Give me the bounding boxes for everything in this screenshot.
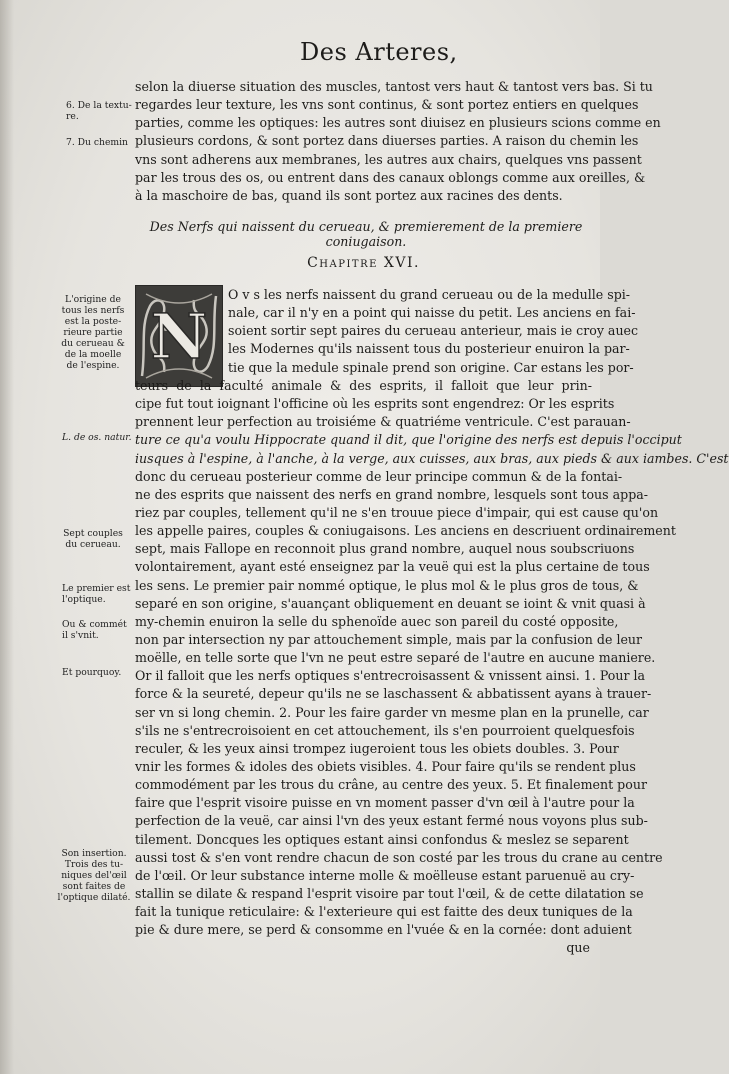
text-line: à la maschoire de bas, quand ils sont portez aux racines des dents. (135, 187, 563, 203)
text-line: prennent leur perfection au troisiéme & quatriéme ventricule. C'est parauan- (135, 414, 631, 430)
text-line: parties, comme les optiques: les autres sont diuisez en plusieurs scions comme en (135, 115, 661, 131)
text-line: donc du cerueau posterieur comme de leur principe commun & de la fontai- (135, 468, 623, 484)
chapter-heading-text: Chapitre XVI. (307, 255, 420, 271)
text-line: les sens. Le premier pair nommé optique, le plus mol & le plus gros de tous, & (135, 577, 639, 593)
margin-note-line: 6. De la textu- (66, 100, 132, 111)
text-line: s'ils ne s'entrecroisoient en cet attouchement, ils s'en pourroient quelquesfois (135, 722, 635, 738)
margin-note-insertion (56, 848, 132, 903)
text-line: ne des esprits que naissent des nerfs en grand nombre, lesquels sont tous appa- (135, 486, 649, 502)
margin-note-line: rieure partie (63, 327, 123, 338)
margin-note-line: du cerueau. (65, 539, 121, 550)
text-line: teurs de la faculté animale & des esprits, il falloit que leur prin- (135, 378, 592, 393)
top-paragraph (135, 78, 661, 205)
text-line: force & la seureté, depeur qu'ils ne se laschassent & abbatissent ayans à trauer- (135, 686, 652, 702)
decorated-initial-ornament-icon (136, 286, 222, 386)
decorated-initial (135, 285, 223, 387)
text-line: volontairement, ayant esté enseignez par la veuë qui est la plus certaine de tous (135, 559, 650, 575)
text-line: pie & dure mere, se perd & consomme en l'vuée & en la cornée: dont aduient (135, 922, 632, 938)
margin-note-line: de l'espine. (66, 360, 120, 371)
margin-note-reference (62, 432, 132, 443)
text-line: reculer, & les yeux ainsi trompez iugeroient tous les obiets doubles. 3. Pour (135, 740, 619, 756)
text-line: soient sortir sept paires du cerueau anterieur, mais ie croy auec (228, 323, 639, 339)
text-line: sept, mais Fallope en reconnoit plus grand nombre, auquel nous soubscriuons (135, 541, 635, 557)
margin-note-origine (58, 294, 128, 371)
margin-note-line: Trois des tu- (64, 859, 124, 870)
text-line: stallin se dilate & respand l'esprit visoire par tout l'œil, & de cette dilatation se (135, 885, 644, 901)
margin-note-texture (66, 100, 132, 122)
page-gutter-shadow (0, 0, 14, 1074)
text-line: les Modernes qu'ils naissent tous du posterieur enuiron la par- (228, 341, 630, 357)
chapter-body (135, 377, 729, 939)
initial-letter: N (150, 300, 208, 373)
text-line: iusques à l'espine, à l'anche, à la verge, aux cuisses, aux bras, aux pieds & aux iambes. C'est (135, 450, 729, 466)
text-line: commodément par les trous du crâne, au centre des yeux. 5. Et finalement pour (135, 777, 647, 793)
margin-note-line: Ou & commét (62, 619, 127, 630)
margin-note-comment (62, 619, 127, 641)
text-line: Or il falloit que les nerfs optiques s'entrecroisassent & vnissent ainsi. 1. Pour la (135, 668, 646, 684)
margin-note-premier (62, 583, 130, 605)
text-line: O v s les nerfs naissent du grand cerueau ou de la medulle spi- (228, 287, 631, 302)
text-line: my-chemin enuiron la selle du sphenoïde auec son pareil du costé opposite, (135, 613, 619, 629)
margin-note-line: 7. Du chemin (66, 137, 128, 148)
margin-note-line: Et pourquoy. (62, 667, 122, 678)
dropcap-paragraph (228, 286, 639, 377)
margin-note-pourquoy (62, 667, 121, 678)
text-line: vns sont adherens aux membranes, les autres aux chairs, quelques vns passent (135, 151, 642, 167)
text-line: nale, car il n'y en a point qui naisse du petit. Les anciens en fai- (228, 305, 636, 321)
text-line: perfection de la veuë, car ainsi l'vn des yeux estant fermé nous voyons plus sub- (135, 813, 648, 829)
margin-note-line: sont faites de (62, 881, 126, 892)
margin-note-line: niques del'œil (61, 870, 127, 881)
text-line: riez par couples, tellement qu'il ne s'en trouue piece d'impair, qui est cause qu'on (135, 504, 659, 520)
text-line: moëlle, en telle sorte que l'vn ne peut estre separé de l'autre en aucune maniere. (135, 650, 656, 666)
text-line: cipe fut tout ioignant l'officine où les esprits sont engendrez: Or les esprits (135, 396, 615, 412)
margin-note-line: du cerueau & (61, 338, 125, 349)
margin-note-line: L'origine de (65, 294, 121, 305)
text-line: separé en son origine, s'auançant obliquement en deuant se ioint & vnit quasi à (135, 595, 646, 611)
margin-note-line: Le premier est (62, 583, 131, 594)
margin-note-sept-couples (58, 528, 128, 550)
section-title: Des Nerfs qui naissent du cerueau, & premierement de la premiere coniugaison. (149, 219, 583, 249)
margin-note-line: tous les nerfs (61, 305, 125, 316)
margin-note-line: de la moelle (64, 349, 122, 360)
text-line: fait la tunique reticulaire: & l'exterieure qui est faitte des deux tuniques de la (135, 904, 633, 920)
text-line: faire que l'esprit visoire puisse en vn moment passer d'vn œil à l'autre pour la (135, 795, 635, 811)
text-line: par les trous des os, ou entrent dans des canaux oblongs comme aux oreilles, & (135, 169, 646, 185)
chapter-heading (135, 255, 592, 271)
margin-note-line: L. de os. natur. (62, 432, 132, 443)
text-line: les appelle paires, couples & coniugaisons. Les anciens en descriuent ordinairement (135, 523, 676, 539)
margin-note-line: Sept couples (63, 528, 123, 539)
margin-note-line: Son insertion. (61, 848, 127, 859)
margin-note-line: il s'vnit. (62, 630, 99, 641)
text-line: aussi tost & s'en vont rendre chacun de son costé par les trous du crane au centre (135, 849, 663, 865)
running-head: Des Arteres, (300, 38, 458, 66)
margin-note-line: est la poste- (64, 316, 122, 327)
text-line: tie que la medule spinale prend son origine. Car estans les por- (228, 359, 634, 375)
catchword: que (566, 940, 590, 955)
text-line: ture ce qu'a voulu Hippocrate quand il dit, que l'origine des nerfs est depuis l'occiput (135, 432, 682, 448)
text-line: plusieurs cordons, & sont portez dans diuerses parties. A raison du chemin les (135, 133, 639, 149)
text-line: non par intersection ny par attouchement simple, mais par la confusion de leur (135, 631, 643, 647)
text-line: regardes leur texture, les vns sont continus, & sont portez entiers en quelques (135, 97, 639, 113)
text-line: de l'œil. Or leur substance interne molle & moëlleuse estant paruenuë au cry- (135, 867, 635, 883)
margin-note-chemin (66, 137, 128, 148)
margin-note-line: l'optique. (62, 594, 106, 605)
margin-note-line: l'optique dilaté. (57, 892, 131, 903)
text-line: vnir les formes & idoles des obiets visibles. 4. Pour faire qu'ils se rendent plus (135, 758, 636, 774)
text-line: tilement. Doncques les optiques estant ainsi confondus & meslez se separent (135, 831, 629, 847)
text-line: selon la diuerse situation des muscles, tantost vers haut & tantost vers bas. Si tu (135, 79, 653, 94)
margin-note-line: re. (66, 111, 79, 122)
text-line: ser vn si long chemin. 2. Pour les faire garder vn mesme plan en la prunelle, car (135, 704, 649, 720)
